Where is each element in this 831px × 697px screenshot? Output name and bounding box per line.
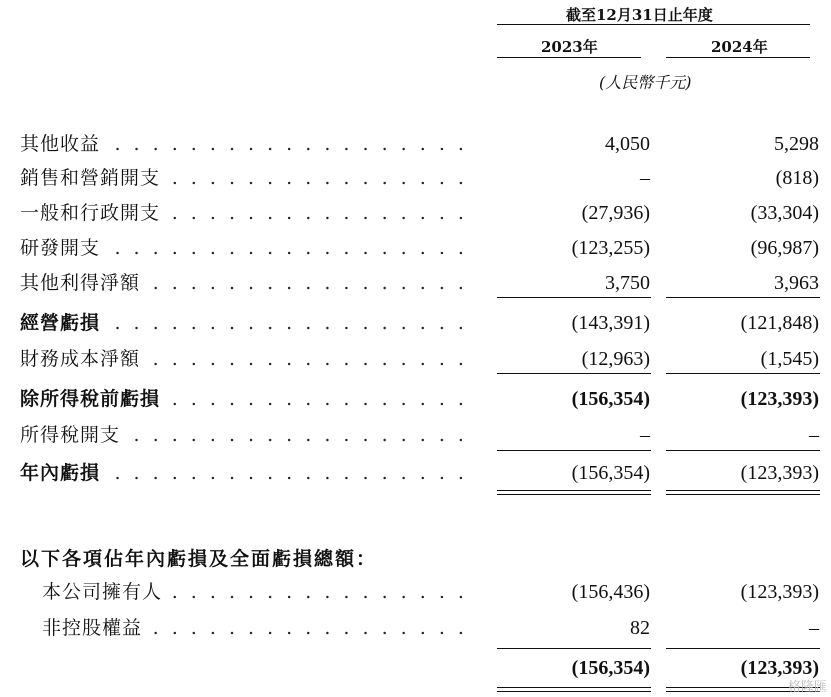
row-label: 銷售和營銷開支 bbox=[20, 167, 161, 189]
table-row bbox=[0, 163, 831, 193]
value-2024: (818) bbox=[775, 167, 819, 189]
pretax-rule-2023 bbox=[497, 373, 651, 374]
row-label: 本公司擁有人 bbox=[42, 581, 163, 603]
value-2023: (156,436) bbox=[571, 581, 650, 603]
value-2023: (143,391) bbox=[571, 312, 650, 334]
table-row bbox=[0, 268, 831, 298]
subtotal-rule-2023 bbox=[497, 297, 651, 298]
value-2024: (96,987) bbox=[750, 237, 819, 259]
row-label: 其他利得淨額 bbox=[20, 272, 141, 294]
attribution-total-2023: (156,354) bbox=[571, 657, 650, 679]
year-2023-header: 2023年 bbox=[541, 38, 598, 56]
total-double-rule-2023-a bbox=[497, 687, 651, 688]
row-label: 經營虧損 bbox=[20, 312, 101, 334]
attr-rule-2023 bbox=[497, 648, 651, 649]
value-2023: (12,963) bbox=[581, 348, 650, 370]
value-2024: – bbox=[809, 424, 819, 446]
value-2023: (27,936) bbox=[581, 202, 650, 224]
attribution-total-2024: (123,393) bbox=[740, 657, 819, 679]
period-underline bbox=[497, 24, 810, 25]
subtotal-rule-2024 bbox=[666, 297, 820, 298]
row-label: 財務成本淨額 bbox=[20, 348, 141, 370]
pretax-rule-2024 bbox=[666, 373, 820, 374]
value-2024: (123,393) bbox=[740, 388, 819, 410]
year-2024-underline bbox=[666, 57, 810, 58]
attribution-row bbox=[0, 613, 831, 643]
table-row bbox=[0, 420, 831, 450]
year-2024-header: 2024年 bbox=[711, 38, 768, 56]
attribution-total-row bbox=[0, 653, 831, 683]
table-row bbox=[0, 458, 831, 488]
value-2023: 82 bbox=[630, 617, 650, 639]
loss-double-rule-2023-b bbox=[497, 494, 651, 495]
row-label: 非控股權益 bbox=[42, 617, 143, 639]
value-2023: – bbox=[640, 424, 650, 446]
value-2023: 3,750 bbox=[605, 272, 650, 294]
value-2023: (123,255) bbox=[571, 237, 650, 259]
table-row bbox=[0, 344, 831, 374]
value-2023: (156,354) bbox=[571, 462, 650, 484]
value-2024: 5,298 bbox=[774, 133, 819, 155]
value-2024: (123,393) bbox=[740, 581, 819, 603]
loss-double-rule-2024-b bbox=[666, 494, 820, 495]
table-row bbox=[0, 129, 831, 159]
value-2023: 4,050 bbox=[605, 133, 650, 155]
row-label: 所得稅開支 bbox=[20, 424, 121, 446]
table-row bbox=[0, 233, 831, 263]
attribution-heading: 以下各項佔年內虧損及全面虧損總額： bbox=[20, 548, 378, 570]
watermark: 格隆匯 bbox=[787, 680, 827, 695]
attr-rule-2024 bbox=[666, 648, 820, 649]
row-label: 其他收益 bbox=[20, 133, 101, 155]
table-row bbox=[0, 384, 831, 414]
table-row bbox=[0, 198, 831, 228]
loss-double-rule-2023-a bbox=[497, 490, 651, 491]
row-label: 一般和行政開支 bbox=[20, 202, 161, 224]
attribution-row bbox=[0, 577, 831, 607]
loss-double-rule-2024-a bbox=[666, 490, 820, 491]
year-2023-underline bbox=[497, 57, 641, 58]
value-2023: (156,354) bbox=[571, 388, 650, 410]
unit-label: (人民幣千元) bbox=[599, 73, 692, 92]
row-label: 研發開支 bbox=[20, 237, 101, 259]
value-2024: (123,393) bbox=[740, 462, 819, 484]
value-2024: (121,848) bbox=[740, 312, 819, 334]
total-double-rule-2023-b bbox=[497, 691, 651, 692]
value-2024: 3,963 bbox=[774, 272, 819, 294]
row-label: 除所得稅前虧損 bbox=[20, 388, 161, 410]
value-2024: – bbox=[809, 617, 819, 639]
period-header: 截至12月31日止年度 bbox=[566, 6, 713, 24]
table-row bbox=[0, 308, 831, 338]
value-2023: – bbox=[640, 167, 650, 189]
loss-rule-2024 bbox=[666, 450, 820, 451]
row-label: 年內虧損 bbox=[20, 462, 101, 484]
value-2024: (33,304) bbox=[750, 202, 819, 224]
value-2024: (1,545) bbox=[760, 348, 819, 370]
loss-rule-2023 bbox=[497, 450, 651, 451]
